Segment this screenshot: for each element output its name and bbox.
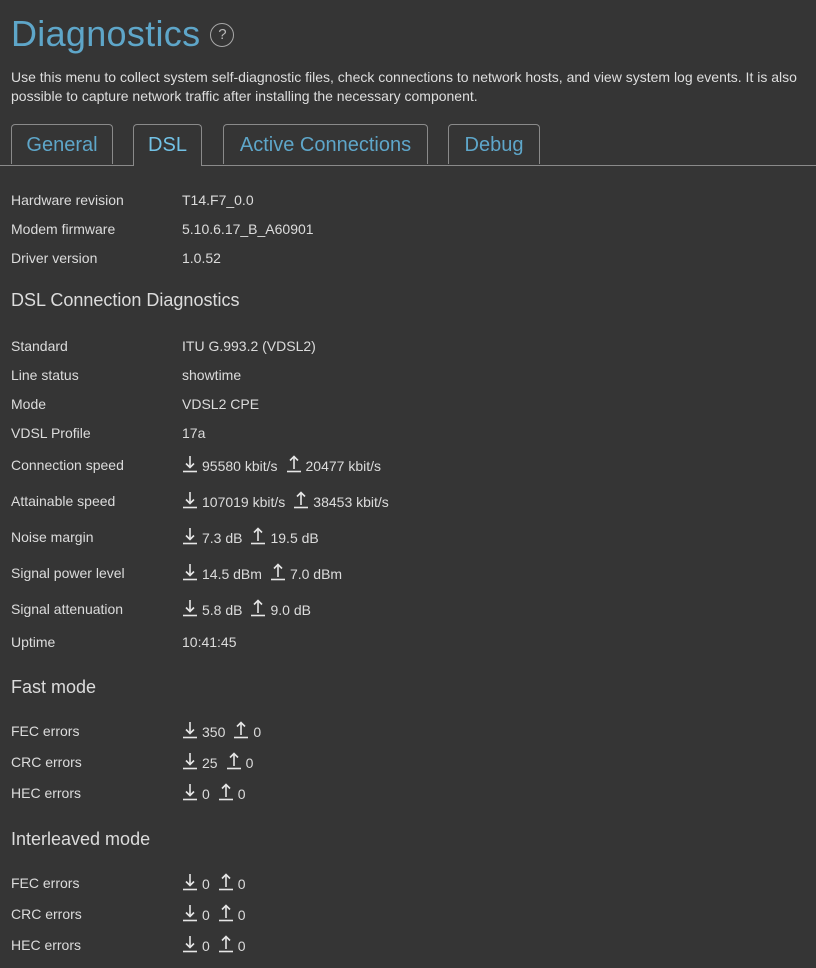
interleaved-fec-errors-label: FEC errors bbox=[11, 875, 80, 891]
fast-crc-errors-down-value: 25 bbox=[202, 755, 218, 771]
arrow-down-icon bbox=[182, 904, 198, 922]
vdsl-profile-value: 17a bbox=[182, 425, 206, 441]
interleaved-crc-errors-values bbox=[182, 904, 246, 925]
arrow-down-icon bbox=[182, 873, 198, 891]
driver-version-label: Driver version bbox=[11, 250, 98, 266]
tab-general[interactable]: General bbox=[11, 124, 113, 164]
tab-bar bbox=[0, 124, 816, 166]
noise-margin-down-value: 7.3 dB bbox=[202, 530, 243, 546]
arrow-down-icon bbox=[182, 783, 198, 801]
arrow-down-icon bbox=[182, 752, 198, 770]
signal-power-level-values bbox=[182, 563, 342, 584]
fast-fec-errors-values bbox=[182, 721, 261, 742]
fast-hec-errors-values bbox=[182, 783, 246, 804]
arrow-down-icon bbox=[182, 599, 198, 617]
help-icon[interactable]: ? bbox=[210, 23, 234, 47]
noise-margin-label: Noise margin bbox=[11, 529, 94, 545]
standard-label: Standard bbox=[11, 338, 68, 354]
arrow-up-icon bbox=[218, 904, 234, 922]
title-row bbox=[11, 12, 234, 56]
driver-version-value: 1.0.52 bbox=[182, 250, 221, 266]
arrow-up-icon bbox=[270, 563, 286, 581]
connection-speed-down-value: 95580 kbit/s bbox=[202, 458, 278, 474]
interleaved-hec-errors-up-value: 0 bbox=[237, 938, 246, 954]
interleaved-hec-errors-values bbox=[182, 935, 246, 956]
attainable-speed-up-value: 38453 kbit/s bbox=[313, 494, 389, 510]
arrow-down-icon bbox=[182, 721, 198, 739]
attainable-speed-values bbox=[182, 491, 389, 512]
arrow-down-icon bbox=[182, 491, 198, 509]
tab-dsl[interactable]: DSL bbox=[133, 124, 202, 166]
interleaved-fec-errors-up-value: 0 bbox=[237, 876, 246, 892]
fast-hec-errors-up-value: 0 bbox=[237, 786, 246, 802]
fast-crc-errors-up-value: 0 bbox=[245, 755, 254, 771]
standard-value: ITU G.993.2 (VDSL2) bbox=[182, 338, 316, 354]
interleaved-hec-errors-label: HEC errors bbox=[11, 937, 82, 953]
uptime-label: Uptime bbox=[11, 634, 56, 650]
interleaved-crc-errors-up-value: 0 bbox=[237, 907, 246, 923]
signal-power-level-label: Signal power level bbox=[11, 565, 125, 581]
arrow-down-icon bbox=[182, 563, 198, 581]
fast-hec-errors-down-value: 0 bbox=[202, 786, 210, 802]
arrow-up-icon bbox=[226, 752, 242, 770]
interleaved-fec-errors-values bbox=[182, 873, 246, 894]
arrow-up-icon bbox=[218, 783, 234, 801]
fast-fec-errors-down-value: 350 bbox=[202, 724, 226, 740]
interleaved-crc-errors-label: CRC errors bbox=[11, 906, 82, 922]
arrow-up-icon bbox=[250, 527, 266, 545]
interleaved-fec-errors-down-value: 0 bbox=[202, 876, 210, 892]
arrow-up-icon bbox=[233, 721, 249, 739]
tab-active-connections[interactable]: Active Connections bbox=[223, 124, 428, 164]
mode-value: VDSL2 CPE bbox=[182, 396, 260, 412]
mode-label: Mode bbox=[11, 396, 47, 412]
fast-mode-title: Fast mode bbox=[11, 677, 97, 697]
uptime-value: 10:41:45 bbox=[182, 634, 237, 650]
vdsl-profile-label: VDSL Profile bbox=[11, 425, 91, 441]
interleaved-crc-errors-down-value: 0 bbox=[202, 907, 210, 923]
interleaved-hec-errors-down-value: 0 bbox=[202, 938, 210, 954]
arrow-down-icon bbox=[182, 935, 198, 953]
attainable-speed-down-value: 107019 kbit/s bbox=[202, 494, 286, 510]
hardware-revision-label: Hardware revision bbox=[11, 192, 124, 208]
hardware-revision-value: T14.F7_0.0 bbox=[182, 192, 254, 208]
arrow-down-icon bbox=[182, 455, 198, 473]
signal-power-level-up-value: 7.0 dBm bbox=[289, 566, 343, 582]
signal-attenuation-up-value: 9.0 dB bbox=[270, 602, 311, 618]
arrow-up-icon bbox=[286, 455, 302, 473]
noise-margin-up-value: 19.5 dB bbox=[270, 530, 319, 546]
connection-speed-label: Connection speed bbox=[11, 457, 124, 473]
page-title: Diagnostics bbox=[11, 13, 201, 54]
attainable-speed-label: Attainable speed bbox=[11, 493, 116, 509]
interleaved-mode-title: Interleaved mode bbox=[11, 829, 151, 849]
modem-firmware-label: Modem firmware bbox=[11, 221, 116, 237]
modem-firmware-value: 5.10.6.17_B_A60901 bbox=[182, 221, 314, 237]
fast-hec-errors-label: HEC errors bbox=[11, 785, 82, 801]
dsl-section-title: DSL Connection Diagnostics bbox=[11, 290, 240, 310]
arrow-up-icon bbox=[250, 599, 266, 617]
fast-fec-errors-up-value: 0 bbox=[253, 724, 262, 740]
tab-debug[interactable]: Debug bbox=[448, 124, 540, 164]
signal-attenuation-down-value: 5.8 dB bbox=[202, 602, 243, 618]
page-description: Use this menu to collect system self-diagnostic files, check connections to network hosts, and view system log events. It is also possible to capture network traffic after installing the necessary component. bbox=[11, 69, 797, 104]
signal-attenuation-values bbox=[182, 599, 311, 620]
arrow-up-icon bbox=[218, 873, 234, 891]
arrow-up-icon bbox=[293, 491, 309, 509]
line-status-label: Line status bbox=[11, 367, 79, 383]
connection-speed-values bbox=[182, 455, 381, 476]
arrow-up-icon bbox=[218, 935, 234, 953]
signal-attenuation-label: Signal attenuation bbox=[11, 601, 124, 617]
connection-speed-up-value: 20477 kbit/s bbox=[305, 458, 381, 474]
signal-power-level-down-value: 14.5 dBm bbox=[202, 566, 262, 582]
fast-fec-errors-label: FEC errors bbox=[11, 723, 80, 739]
line-status-value: showtime bbox=[182, 367, 242, 383]
fast-crc-errors-label: CRC errors bbox=[11, 754, 82, 770]
fast-crc-errors-values bbox=[182, 752, 253, 773]
noise-margin-values bbox=[182, 527, 319, 548]
arrow-down-icon bbox=[182, 527, 198, 545]
